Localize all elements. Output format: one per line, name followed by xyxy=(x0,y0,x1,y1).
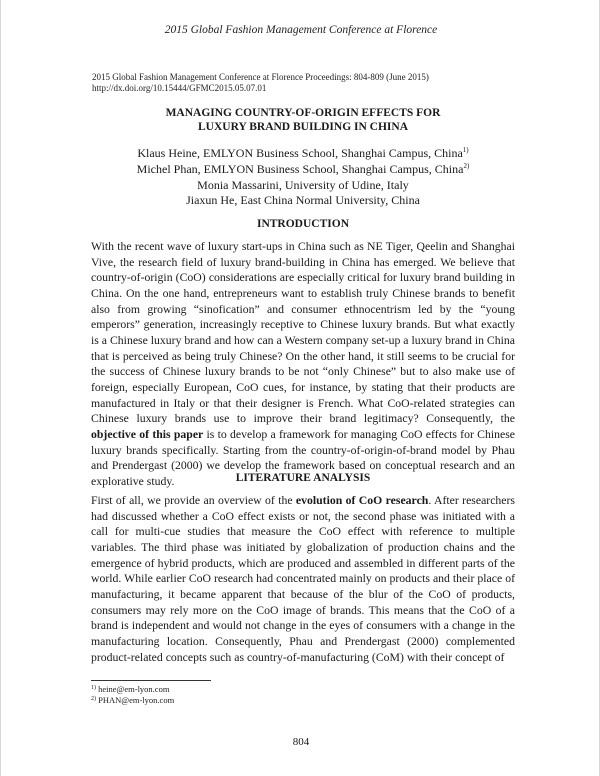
author-affiliation: Jiaxun He, East China Normal University, China xyxy=(186,193,420,208)
emphasis-text: objective of this paper xyxy=(91,427,204,441)
citation-line: 2015 Global Fashion Management Conference at Florence Proceedings: 804-809 (June 2015) xyxy=(92,72,429,82)
footnote xyxy=(91,695,391,706)
running-header: 2015 Global Fashion Management Conference at Florence xyxy=(164,24,438,36)
literature-paragraph xyxy=(91,493,515,665)
footnote-email[interactable]: heine@em-lyon.com xyxy=(96,684,170,694)
author-line xyxy=(91,178,515,194)
author-line xyxy=(91,193,515,209)
footnote xyxy=(91,684,391,695)
introduction-paragraph xyxy=(91,239,515,490)
author-affiliation: Michel Phan, EMLYON Business School, Shanghai Campus, China xyxy=(136,161,464,176)
footnote-mark: 2) xyxy=(463,161,470,170)
footnote-mark: 2) xyxy=(91,696,96,702)
doi-link[interactable]: http://dx.doi.org/10.15444/GFMC2015.05.07.01 xyxy=(92,83,267,93)
citation-block xyxy=(92,72,522,94)
section-heading-literature: LITERATURE ANALYSIS xyxy=(235,472,371,484)
author-line xyxy=(91,146,515,162)
footnote-mark: 1) xyxy=(91,685,96,691)
title-line: LUXURY BRAND BUILDING IN CHINA xyxy=(197,121,409,133)
paragraph-text: With the recent wave of luxury start-ups in China such as NE Tiger, Qeelin and Shanghai Vive, the research field of luxury brand-building in China has emerged. We believe that country-of-origin (CoO) considerations are especially critical for luxury brand building in China. On the one hand, entrepreneurs want to establish truly Chinese brands to benefit also from growing “sinofication” and consumer ethnocentrism led by the “young emperors” generation, increasingly receptive to Chinese luxury brands. But what exactly is a Chinese luxury brand and how can a Western company set-up a luxury brand in China that is perceived as being truly Chinese? On the other hand, it still seems to be crucial for the success of Chinese luxury brands to be not “only Chinese” but to also make use of foreign, especially European, CoO cues, for instance, by stating that their products are manufactured in Italy or that their designer is French. What CoO-related strategies can Chinese luxury brands use to improve their brand legitimacy? Consequently, the xyxy=(91,240,515,426)
title-line: MANAGING COUNTRY-OF-ORIGIN EFFECTS FOR xyxy=(165,107,441,119)
author-list xyxy=(91,146,515,209)
paragraph-text: First of all, we provide an overview of the xyxy=(91,494,296,507)
emphasis-text: evolution of CoO research xyxy=(295,494,429,507)
paragraph-text: . After researchers had discussed whether a CoO effect exists or not, the second phase was initiated with a call for multi-cue studies that measure the CoO effect with reference to multiple variables. The third phase was initiated by globalization of production chains and the emergence of hybrid products, which are produced and assembled in different parts of the world. While earlier CoO research had concentrated mainly on products and their place of manufacturing, it became apparent that because of the blur of the CoO of products, consumers may rely more on the CoO image of brands. This means that the CoO of a brand is independent and would not change in the eyes of consumers with a change in the manufacturing location. Consequently, Phau and Prendergast (2000) complemented product-related concepts such as country-of-manufacturing (CoM) with their concept of xyxy=(91,494,515,664)
footnotes xyxy=(91,684,391,706)
footnote-divider xyxy=(91,680,211,681)
footnote-mark: 1) xyxy=(462,146,469,154)
page-number: 804 xyxy=(292,736,310,748)
author-affiliation: Monia Massarini, University of Udine, Italy xyxy=(197,177,409,192)
section-heading-introduction: INTRODUCTION xyxy=(256,218,349,230)
author-affiliation: Klaus Heine, EMLYON Business School, Shanghai Campus, China xyxy=(137,146,463,160)
author-line xyxy=(91,162,515,178)
paper-title xyxy=(91,106,515,134)
paragraph-text: is to develop a framework for managing CoO effects for Chinese luxury brands specifically. Starting from the country-of-origin-of-brand model by Phau and Prendergast (2000) we develop the framework based on conceptual research and an explorative study. xyxy=(91,427,515,488)
footnote-email[interactable]: PHAN@em-lyon.com xyxy=(96,695,175,705)
